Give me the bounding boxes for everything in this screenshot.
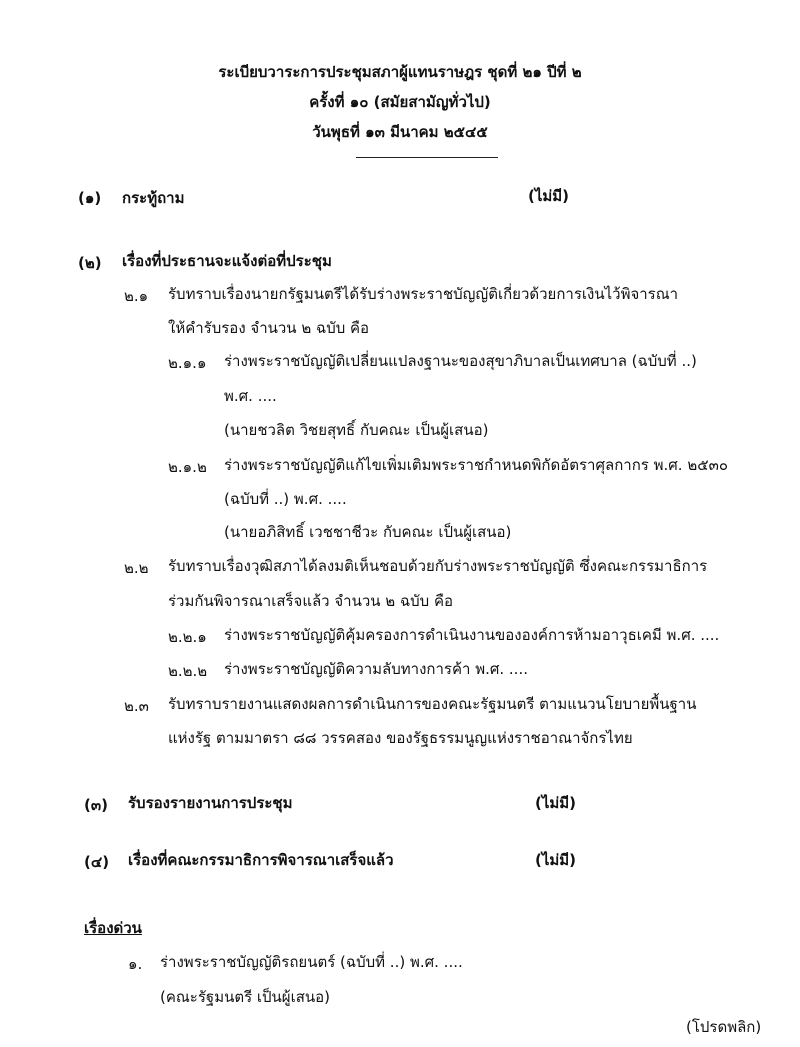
section-3-title: รับรองรายงานการประชุม: [128, 794, 293, 812]
urgent-item-1-number: ๑.: [128, 955, 143, 973]
item-2-1-2-number: ๒.๑.๒: [168, 458, 207, 476]
section-1-number: (๑): [78, 189, 102, 207]
item-2-2-1-number: ๒.๒.๑: [168, 628, 207, 646]
item-2-2-2-text: ร่างพระราชบัญญัติความลับทางการค้า พ.ศ. ....: [224, 660, 528, 678]
item-2-3-number: ๒.๓: [124, 697, 149, 715]
section-1-status: (ไม่มี): [528, 187, 570, 205]
item-2-3-text-line1: รับทราบรายงานแสดงผลการดำเนินการของคณะรัฐมนตรี ตามแนวนโยบายพื้นฐาน: [168, 695, 697, 713]
item-2-2-text-line2: ร่วมกันพิจารณาเสร็จแล้ว จำนวน ๒ ฉบับ คือ: [168, 592, 454, 610]
item-2-2-1-text: ร่างพระราชบัญญัติคุ้มครองการดำเนินงานขององค์การห้ามอาวุธเคมี พ.ศ. ....: [224, 626, 720, 644]
turn-over-note: (โปรดพลิก): [686, 1018, 762, 1036]
document-title-line2: ครั้งที่ ๑๐ (สมัยสามัญทั่วไป): [309, 93, 491, 111]
item-2-1-2-text-line2: (ฉบับที่ ..) พ.ศ. ....: [224, 490, 347, 508]
section-3-status: (ไม่มี): [535, 794, 577, 812]
item-2-1-text-line2: ให้คำรับรอง จำนวน ๒ ฉบับ คือ: [168, 319, 370, 337]
section-1-title: กระทู้ถาม: [122, 189, 185, 207]
item-2-1-2-text-line1: ร่างพระราชบัญญัติแก้ไขเพิ่มเติมพระราชกำหนดพิกัดอัตราศุลกากร พ.ศ. ๒๕๓๐: [224, 456, 728, 474]
title-divider: [356, 157, 498, 158]
item-2-2-number: ๒.๒: [124, 559, 149, 577]
item-2-1-1-text-line2: พ.ศ. ....: [224, 387, 277, 405]
urgent-heading: เรื่องด่วน: [84, 919, 142, 937]
urgent-item-1-proposer: (คณะรัฐมนตรี เป็นผู้เสนอ): [160, 988, 330, 1006]
item-2-1-1-number: ๒.๑.๑: [168, 354, 207, 372]
section-2-number: (๒): [78, 254, 102, 272]
document-title-line3: วันพุธที่ ๑๓ มีนาคม ๒๕๔๕: [312, 123, 488, 141]
item-2-1-1-proposer: (นายชวลิต วิชยสุทธิ์ กับคณะ เป็นผู้เสนอ): [224, 421, 489, 439]
section-4-number: (๔): [84, 853, 110, 871]
item-2-2-2-number: ๒.๒.๒: [168, 662, 208, 680]
section-4-status: (ไม่มี): [535, 851, 577, 869]
item-2-1-1-text-line1: ร่างพระราชบัญญัติเปลี่ยนแปลงฐานะของสุขาภิบาลเป็นเทศบาล (ฉบับที่ ..): [224, 352, 697, 370]
item-2-1-2-proposer: (นายอภิสิทธิ์ เวชชาชีวะ กับคณะ เป็นผู้เสนอ): [224, 523, 512, 541]
urgent-item-1-text: ร่างพระราชบัญญัติรถยนตร์ (ฉบับที่ ..) พ.ศ. ....: [160, 953, 463, 971]
section-3-number: (๓): [84, 796, 108, 814]
item-2-2-text-line1: รับทราบเรื่องวุฒิสภาได้ลงมติเห็นชอบด้วยกับร่างพระราชบัญญัติ ซึ่งคณะกรรมาธิการ: [168, 557, 708, 575]
item-2-1-number: ๒.๑: [124, 287, 149, 305]
section-2-title: เรื่องที่ประธานจะแจ้งต่อที่ประชุม: [122, 252, 332, 270]
item-2-3-text-line2: แห่งรัฐ ตามมาตรา ๘๘ วรรคสอง ของรัฐธรรมนูญแห่งราชอาณาจักรไทย: [168, 729, 633, 747]
item-2-1-text-line1: รับทราบเรื่องนายกรัฐมนตรีได้รับร่างพระราชบัญญัติเกี่ยวด้วยการเงินไว้พิจารณา: [168, 285, 679, 303]
section-4-title: เรื่องที่คณะกรรมาธิการพิจารณาเสร็จแล้ว: [128, 851, 394, 869]
document-title-line1: ระเบียบวาระการประชุมสภาผู้แทนราษฎร ชุดที่ ๒๑ ปีที่ ๒: [218, 63, 582, 81]
